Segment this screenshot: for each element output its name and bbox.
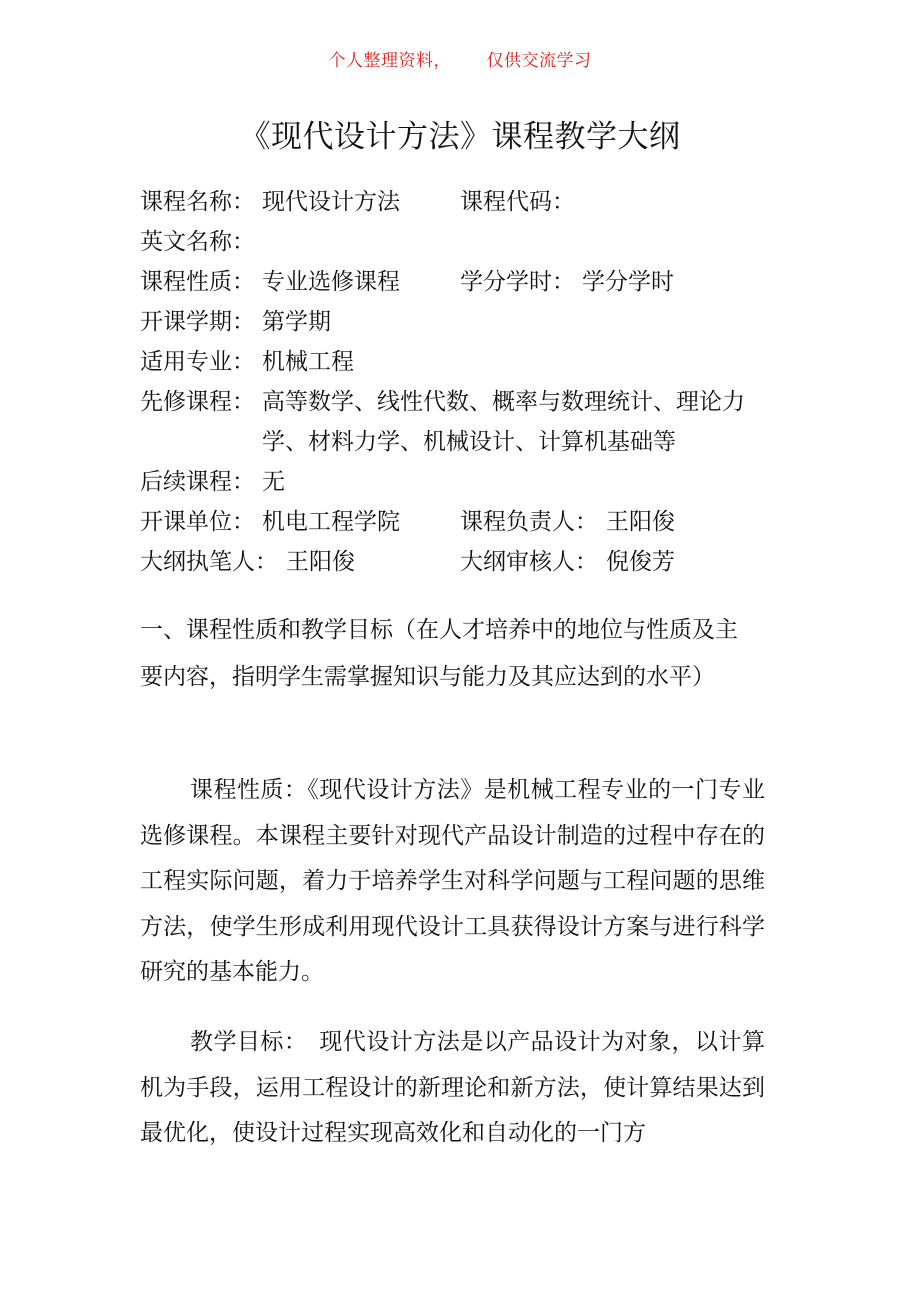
info-row-major <box>140 342 780 382</box>
unit-label: 开课单位： <box>140 509 255 535</box>
course-code-label: 课程代码： <box>460 189 575 215</box>
semester-label: 开课学期： <box>140 309 255 335</box>
info-row-writer <box>140 542 780 582</box>
course-nature-value: 专业选修课程 <box>262 269 400 295</box>
credits-label: 学分学时： <box>460 269 575 295</box>
prerequisites-value: 高等数学、线性代数、概率与数理统计、理论力学、材料力学、机械设计、计算机基础等 <box>262 389 745 455</box>
paragraph-course-nature: 课程性质：《现代设计方法》是机械工程专业的一门专业选修课程。本课程主要针对现代产品设计制造的过程中存在的工程实际问题，着力于培养学生对科学问题与工程问题的思维方法，使学生形成利用现代设计工具获得设计方案与进行科学研究的基本能力。 <box>140 777 765 985</box>
paragraph-teaching-goal: 教学目标： 现代设计方法是以产品设计为对象，以计算机为手段，运用工程设计的新理论和新方法，使计算结果达到最优化，使设计过程实现高效化和自动化的一门方 <box>140 1029 765 1146</box>
document-title: 《现代设计方法》课程教学大纲 <box>239 119 681 155</box>
followup-label: 后续课程： <box>140 469 255 495</box>
reviewer-value: 倪俊芳 <box>606 549 675 575</box>
info-row-semester <box>140 302 780 342</box>
section-heading-1: 一、课程性质和教学目标（在人才培养中的地位与性质及主要内容，指明学生需掌握知识与能力及其应达到的水平） <box>140 617 738 690</box>
info-row-course-name <box>140 182 780 222</box>
info-row-prerequisites <box>140 382 780 462</box>
info-row-followup <box>140 462 780 502</box>
responsible-label: 课程负责人： <box>460 509 598 535</box>
course-nature-label: 课程性质： <box>140 269 255 295</box>
reviewer-label: 大纲审核人： <box>460 549 598 575</box>
info-row-course-nature <box>140 262 780 302</box>
info-row-unit <box>140 502 780 542</box>
writer-value: 王阳俊 <box>286 549 355 575</box>
course-info-block <box>140 182 780 582</box>
course-name-value: 现代设计方法 <box>262 189 400 215</box>
watermark-header: 个人整理资料， 仅供交流学习 <box>328 51 592 71</box>
followup-value: 无 <box>262 469 285 495</box>
major-value: 机械工程 <box>262 349 354 375</box>
english-name-label: 英文名称： <box>140 229 255 255</box>
course-name-label: 课程名称： <box>140 189 255 215</box>
major-label: 适用专业： <box>140 349 255 375</box>
responsible-value: 王阳俊 <box>606 509 675 535</box>
prerequisites-label: 先修课程： <box>140 389 255 415</box>
info-row-english-name <box>140 222 780 262</box>
credits-value: 学分学时 <box>582 269 674 295</box>
semester-value: 第学期 <box>262 309 331 335</box>
unit-value: 机电工程学院 <box>262 509 400 535</box>
writer-label: 大纲执笔人： <box>140 549 278 575</box>
